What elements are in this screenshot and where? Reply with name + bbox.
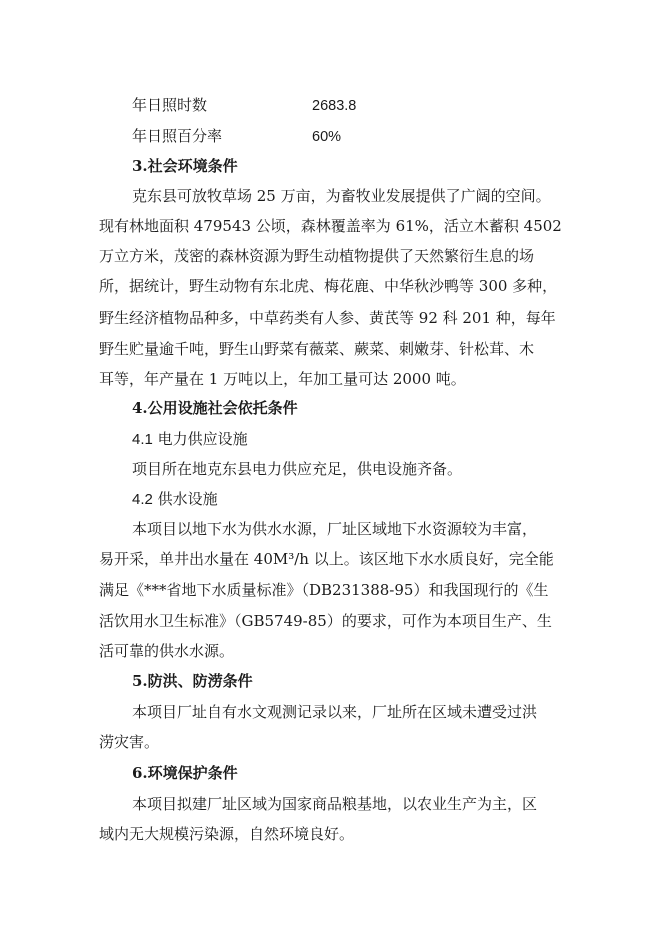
sunshine-percent-label: 年日照百分率 <box>132 127 223 145</box>
flood-heading: 5.防洪、防涝条件 <box>132 672 253 690</box>
social-line: 克东县可放牧草场 25 万亩，为畜牧业发展提供了广阔的空间。 <box>132 187 551 205</box>
social-line: 万立方米，茂密的森林资源为野生动植物提供了天然繁衍生息的场 <box>99 247 535 265</box>
sunshine-hours-label: 年日照时数 <box>132 96 208 114</box>
social-line: 野生贮量逾千吨，野生山野菜有薇菜、蕨菜、刺嫩芽、针松茸、木 <box>99 340 535 358</box>
social-line: 所，据统计，野生动物有东北虎、梅花鹿、中华秋沙鸭等 300 多种， <box>99 277 558 295</box>
environment-line: 域内无大规模污染源，自然环境良好。 <box>99 825 355 843</box>
power-label: 电力供应设施 <box>157 430 248 448</box>
environment-line: 本项目拟建厂址区域为国家商品粮基地，以农业生产为主，区 <box>132 795 538 813</box>
water-line: 活可靠的供水水源。 <box>99 642 235 660</box>
water-line: 本项目以地下水为供水水源，厂址区域地下水资源较为丰富， <box>132 520 538 538</box>
social-line: 耳等，年产量在 1 万吨以上，年加工量可达 2000 吨。 <box>99 370 466 388</box>
social-line: 现有林地面积 479543 公顷，森林覆盖率为 61%，活立木蓄积 4502 <box>99 217 562 235</box>
environment-heading: 6.环境保护条件 <box>132 764 238 782</box>
social-heading: 3.社会环境条件 <box>132 157 238 175</box>
social-line: 野生经济植物品种多，中草药类有人参、黄芪等 92 科 201 种，每年 <box>99 309 556 327</box>
water-subheading <box>132 489 218 510</box>
water-line: 满足《***省地下水质量标准》（DB231388-95）和我国现行的《生 <box>99 581 549 599</box>
sunshine-hours-row <box>132 95 356 116</box>
power-line: 项目所在地克东县电力供应充足，供电设施齐备。 <box>132 460 463 478</box>
water-number: 4.2 <box>132 491 153 508</box>
flood-line: 涝灾害。 <box>99 733 160 751</box>
utilities-heading: 4.公用设施社会依托条件 <box>132 399 298 417</box>
sunshine-percent-value: 60% <box>312 129 342 145</box>
sunshine-hours-value: 2683.8 <box>312 98 357 114</box>
flood-line: 本项目厂址自有水文观测记录以来，厂址所在区域未遭受过洪 <box>132 703 538 721</box>
water-label: 供水设施 <box>157 490 218 508</box>
sunshine-percent-row <box>132 126 341 147</box>
power-number: 4.1 <box>132 431 153 448</box>
power-subheading <box>132 429 248 450</box>
water-line: 活饮用水卫生标准》（GB5749-85）的要求，可作为本项目生产、生 <box>99 612 552 630</box>
water-line: 易开采，单井出水量在 40M³/h 以上。该区地下水水质良好，完全能 <box>99 550 554 568</box>
